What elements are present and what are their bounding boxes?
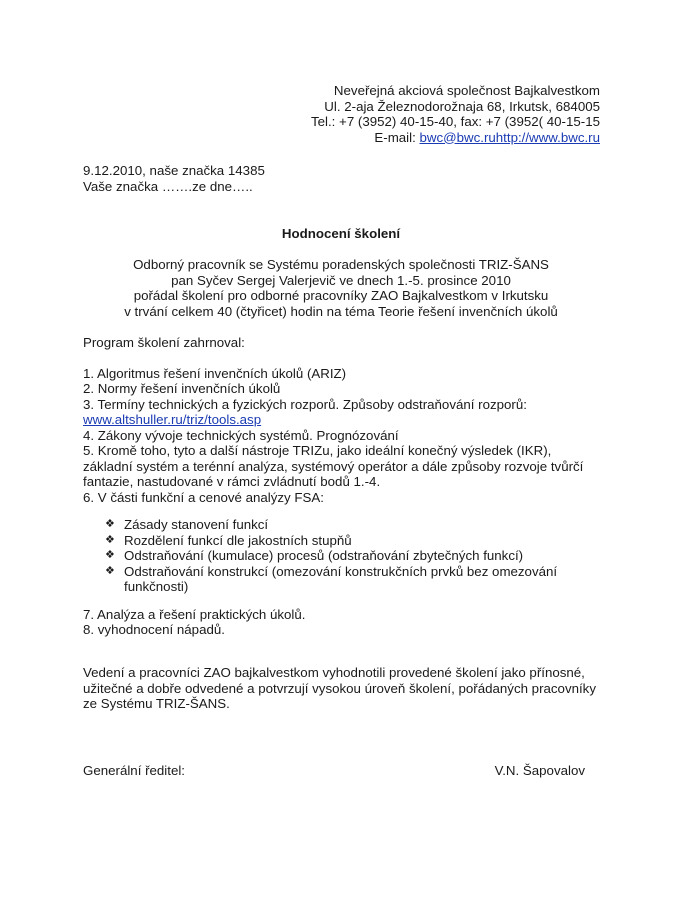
email-link[interactable]: bwc@bwc.ruhttp://www.bwc.ru [419,129,600,145]
reference-block [83,163,265,194]
bullet-text: Zásady stanovení funkcí [124,517,269,532]
program-item: 6. V části funkční a cenové analýzy FSA: [83,489,324,505]
date-reference: 9.12.2010, naše značka 14385 [83,163,265,178]
bullet-text: Odstraňování (kumulace) procesů (odstraňování zbytečných funkcí) [124,548,524,563]
list-item [83,517,603,533]
your-reference: Vaše značka …….ze dne….. [83,178,253,194]
closing-paragraph: Vedení a pracovníci ZAO bajkalvestkom vyhodnotili provedené školení jako přínosné, užitečné a dobře odvedené a potvrzují vysokou úroveň školení, pořádaných pracovníky ze Systému TRIZ-ŠANS. [83,665,596,711]
signature-name: V.N. Šapovalov [494,763,585,778]
signature-row [83,763,585,779]
sender-company: Neveřejná akciová společnost Bajkalvestkom [333,83,600,98]
diamond-bullet-icon: ❖ [105,564,115,577]
sender-phone: Tel.: +7 (3952) 40-15-40, fax: +7 (3952( 40-15-15 [310,114,600,129]
intro-line: Odborný pracovník se Systému poradenských společnosti TRIZ-ŠANS [133,257,549,272]
program-item: 1. Algoritmus řešení invenčních úkolů (ARIZ) [83,365,347,381]
list-item [83,564,603,595]
bullet-text: Rozdělení funkcí dle jakostních stupňů [124,532,352,548]
signature-role: Generální ředitel: [83,763,185,778]
letter-title: Hodnocení školení [281,226,401,241]
intro-paragraph [0,257,682,319]
sender-block [311,83,600,145]
diamond-bullet-icon: ❖ [105,533,115,546]
program-item: 7. Analýza a řešení praktických úkolů. [83,606,306,622]
bullet-text: Odstraňování konstrukcí (omezování konstrukčních prvků bez omezování funkčnosti) [124,563,558,594]
program-heading: Program školení zahrnoval: [83,335,245,350]
intro-line: pan Syčev Sergej Valerjevič ve dnech 1.-5. prosince 2010 [171,272,511,288]
sender-email-line [311,130,600,146]
program-item: 3. Termíny technických a fyzických rozporů. Způsoby odstraňování rozporů: [83,396,527,412]
fsa-bullet-list [83,517,603,595]
list-item [83,548,603,564]
intro-line: pořádal školení pro odborné pracovníky ZAO Bajkalvestkom v Irkutsku [133,288,549,303]
sender-address: Ul. 2-aja Železnodorožnaja 68, Irkutsk, 684005 [324,98,600,114]
diamond-bullet-icon: ❖ [105,549,115,561]
list-item [83,533,603,549]
intro-line: v trvání celkem 40 (čtyřicet) hodin na téma Teorie řešení invenčních úkolů [124,303,558,319]
program-item: 8. vyhodnocení nápadů. [83,622,225,637]
email-label: E-mail: [374,129,420,145]
program-item: 2. Normy řešení invenčních úkolů [83,381,281,396]
program-section [83,335,603,638]
diamond-bullet-icon: ❖ [105,518,115,530]
program-item: 5. Kromě toho, tyto a další nástroje TRIZu, jako ideální konečný výsledek (IKR), základní systém a terénní analýza, systémový operátor a dále způsoby rozvoje tvůrčí fantazie, nastudované v rámci zvládnutí bodů 1.-4. [83,443,584,489]
program-item: 4. Zákony vývoje technických systémů. Prognózování [83,427,399,443]
tools-link[interactable]: www.altshuller.ru/triz/tools.asp [83,412,262,427]
